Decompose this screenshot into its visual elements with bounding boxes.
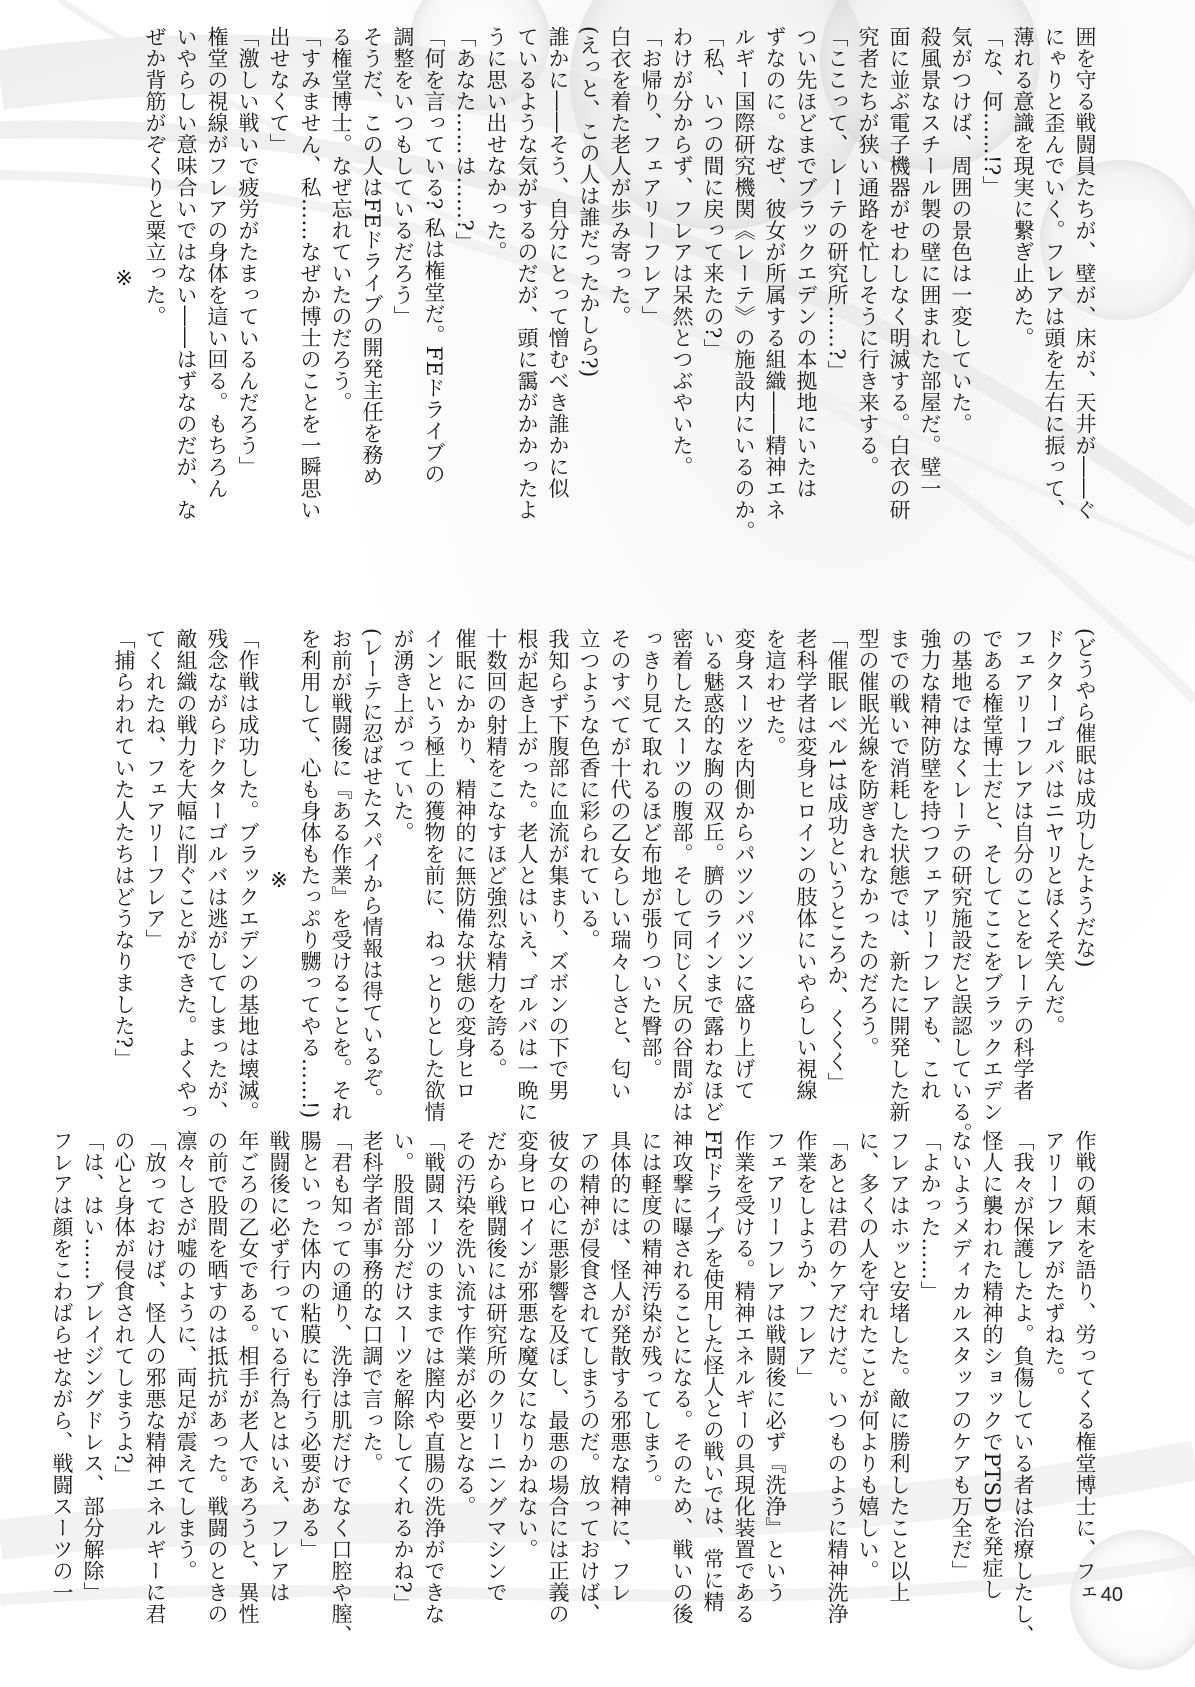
text-line: を這わせた。 [763, 628, 787, 757]
text-line: お前が戦闘後に『ある作業』を受けることを。それ [329, 628, 353, 1123]
text-line: ドクターゴルバはニヤリとほくそ笑んだ。 [1042, 628, 1066, 1037]
text-line: (レーテに忍ばせたスパイから情報は得ているぞ。 [360, 628, 384, 1110]
text-line: 「は、はい……ブレイジングドレス、部分解除」 [81, 1130, 105, 1603]
text-line: (どうやら催眠は成功したようだな) [1073, 628, 1097, 968]
text-line: だから戦闘後には研究所のクリーニングマシンで [484, 1130, 508, 1603]
text-line: い。股間部分だけスーツを解除してくれるかね?」 [391, 1130, 415, 1615]
text-line: 「あとは君のケアだけだ。いつものように精神洗浄 [825, 1130, 849, 1625]
text-line: インという極上の獲物を前に、ねっとりとした欲情 [422, 628, 446, 1123]
text-line: 「我々が保護したよ。負傷している者は治療したし、 [1011, 1130, 1035, 1646]
text-line: 神攻撃に曝されることになる。そのため、戦いの後 [670, 1130, 694, 1625]
text-line: 変身スーツを内側からパツンパツンに盛り上げて [732, 628, 756, 1101]
text-line: の基地ではなくレーテの研究施設だと誤認している。 [949, 628, 973, 1144]
text-line: 彼女の心に悪影響を及ぼし、最悪の場合には正義の [546, 1130, 570, 1625]
text-line: 「激しい戦いで疲労がたまっているんだろう」 [236, 26, 260, 478]
text-line: 戦闘後に必ず行っている行為とはいえ、フレアは [267, 1130, 291, 1603]
text-line: 誰かに――そう、自分にとって憎むべき誰かに似 [546, 26, 570, 499]
text-line: そのすべてが十代の乙女らしい瑞々しさと、匂い [608, 628, 632, 1101]
text-line: 「ここって、レーテの研究所……?」 [825, 26, 849, 382]
text-line: 敵組織の戦力を大幅に削ぐことができた。よくやっ [174, 628, 198, 1123]
text-line: 作業をしようか、フレア」 [794, 1130, 818, 1388]
text-line: 年ごろの乙女である。相手が老人であろうと、異性 [236, 1130, 260, 1625]
text-line: うに思い出せなかった。 [484, 26, 508, 263]
text-line: 残念ながらドクターゴルバは逃がしてしまったが、 [205, 628, 229, 1123]
text-line: 十数回の射精をこなすほど強烈な精力を誇る。 [484, 628, 508, 1080]
text-line: ずなのに。なぜ、彼女が所属する組織――精神エネ [763, 26, 787, 521]
text-line: いる魅惑的な胸の双丘。臍のラインまで露わなほど [701, 628, 725, 1123]
text-line: フレアはホッと安堵した。敵に勝利したこと以上 [887, 1130, 911, 1603]
text-line: 催眠にかかり、精神的に無防備な状態の変身ヒロ [453, 628, 477, 1101]
text-column-bottom [50, 1130, 1100, 1646]
page-number: 40 [1100, 1584, 1123, 1606]
text-line: ないようメディカルスタッフのケアも万全だ」 [949, 1130, 973, 1582]
text-line: 「何を言っている? 私は権堂だ。FEドライブの [422, 26, 446, 485]
text-line: 腸といった体内の粘膜にも行う必要がある」 [298, 1130, 322, 1560]
text-line: 老科学者は変身ヒロインの肢体にいやらしい視線 [794, 628, 818, 1101]
text-line: わけが分からず、フレアは呆然とつぶやいた。 [670, 26, 694, 478]
text-line: FEドライブを使用した怪人との戦いでは、常に精 [701, 1130, 725, 1613]
text-line: までの戦いで消耗した状態では、新たに開発した新 [887, 628, 911, 1123]
text-line: ルギー国際研究機関《レーテ》の施設内にいるのか。 [732, 26, 756, 542]
text-line: 出せなくて」 [267, 26, 291, 155]
text-line: 作戦の顛末を語り、労ってくる権堂博士に、フェ [1073, 1130, 1097, 1603]
text-line: 立つような色香に彩られている。 [577, 628, 601, 951]
text-line: 気がつけば、周囲の景色は一変していた。 [949, 26, 973, 435]
text-line: ※ [112, 266, 136, 291]
text-line: 密着したスーツの腹部。そして同じく尻の谷間がは [670, 628, 694, 1123]
text-line: 「放っておけば、怪人の邪悪な精神エネルギーに君 [143, 1130, 167, 1625]
text-line: 「作戦は成功した。ブラックエデンの基地は壊滅。 [236, 628, 260, 1123]
text-column-top [100, 26, 1100, 606]
text-line: 強力な精神防壁を持つフェアリーフレアも、これ [918, 628, 942, 1101]
text-line: の心と身体が侵食されてしまうよ?」 [112, 1130, 136, 1486]
text-line: 「私、いつの間に戻って来たの?」 [701, 26, 725, 361]
text-line: 「君も知っての通り、洗浄は肌だけでなく口腔や膣、 [329, 1130, 353, 1646]
text-line: 具体的には、怪人が発散する邪悪な精神に、フレ [608, 1130, 632, 1603]
text-line: にゃりと歪んでいく。フレアは頭を左右に振って、 [1042, 26, 1066, 521]
text-line: 殺風景なスチール製の壁に囲まれた部屋だ。壁一 [918, 26, 942, 499]
text-line: 調整をいつもしているだろう」 [391, 26, 415, 327]
text-line: いやらしい意味合いではない――はずなのだが、な [174, 26, 198, 521]
text-line: 老科学者が事務的な口調で言った。 [360, 1130, 384, 1474]
text-line: 「戦闘スーツのままでは膣内や直腸の洗浄ができな [422, 1130, 446, 1625]
text-line: 囲を守る戦闘員たちが、壁が、床が、天井が――ぐ [1073, 26, 1097, 521]
text-line: フェアリーフレアは自分のことをレーテの科学者 [1011, 628, 1035, 1101]
text-line: アリーフレアがたずねた。 [1042, 1130, 1066, 1388]
text-line: る権堂博士。なぜ忘れていたのだろう。 [329, 26, 353, 413]
text-line: ぜか背筋がぞくりと粟立った。 [143, 26, 167, 327]
text-line: 根が起き上がった。老人とはいえ、ゴルバは一晩に [515, 628, 539, 1123]
text-column-middle [100, 628, 1100, 1208]
text-line: 変身ヒロインが邪悪な魔女になりかねない。 [515, 1130, 539, 1560]
text-line: 「お帰り、フェアリーフレア」 [639, 26, 663, 327]
text-line: には軽度の精神汚染が残ってしまう。 [639, 1130, 663, 1496]
text-line: アの精神が侵食されてしまうのだ。放っておけば、 [577, 1130, 601, 1625]
text-line: (えっと、この人は誰だったかしら?) [577, 26, 601, 378]
text-line: 「すみません、私……なぜか博士のことを一瞬思い [298, 26, 322, 521]
text-line: 「あなた……は……?」 [453, 26, 477, 253]
text-line: ているような気がするのだが、頭に靄がかかったよ [515, 26, 539, 521]
text-line: 面に並ぶ電子機器がせわしなく明滅する。白衣の研 [887, 26, 911, 521]
text-line: っきり見て取れるほど布地が張りついた臀部。 [639, 628, 663, 1080]
text-line: の前で股間を晒すのは抵抗があった。戦闘のときの [205, 1130, 229, 1625]
text-line: である権堂博士だと、そしてここをブラックエデン [980, 628, 1004, 1123]
text-line: 怪人に襲われた精神的ショックでPTSDを発症し [980, 1130, 1004, 1600]
text-line: 「捕らわれていた人たちはどうなりました?」 [112, 628, 136, 1070]
text-line: フレアは顔をこわばらせながら、戦闘スーツの一 [50, 1130, 74, 1603]
text-line: そうだ、この人はFEドライブの開発主任を務め [360, 26, 384, 487]
text-line: ※ [267, 868, 291, 893]
text-line: 権堂の視線がフレアの身体を這い回る。もちろん [205, 26, 229, 499]
text-line: 「よかった……」 [918, 1130, 942, 1302]
text-line: 白衣を着た老人が歩み寄った。 [608, 26, 632, 327]
text-line: 究者たちが狭い通路を忙しそうに行き来する。 [856, 26, 880, 478]
text-line: 薄れる意識を現実に繋ぎ止めた。 [1011, 26, 1035, 349]
text-line: 「な、何……!?」 [980, 26, 1004, 198]
text-line: に、多くの人を守れたことが何よりも嬉しい。 [856, 1130, 880, 1582]
text-line: てくれたね、フェアリーフレア」 [143, 628, 167, 951]
text-line: が湧き上がっていた。 [391, 628, 415, 843]
text-line: 型の催眠光線を防ぎきれなかったのだろう。 [856, 628, 880, 1058]
text-line: フェアリーフレアは戦闘後に必ず『洗浄』という [763, 1130, 787, 1603]
text-line: を利用して、心も身体もたっぷり嬲ってやる……!) [298, 628, 322, 1119]
text-line: 凛々しさが嘘のように、両足が震えてしまう。 [174, 1130, 198, 1582]
text-line: つい先ほどまでブラックエデンの本拠地にいたは [794, 26, 818, 499]
text-line: その汚染を洗い流す作業が必要となる。 [453, 1130, 477, 1517]
text-line: 作業を受ける。精神エネルギーの具現化装置である [732, 1130, 756, 1625]
text-line: 「催眠レベル1は成功というところか、くくく」 [825, 628, 849, 1094]
text-line: 我知らず下腹部に血流が集まり、ズボンの下で男 [546, 628, 570, 1101]
